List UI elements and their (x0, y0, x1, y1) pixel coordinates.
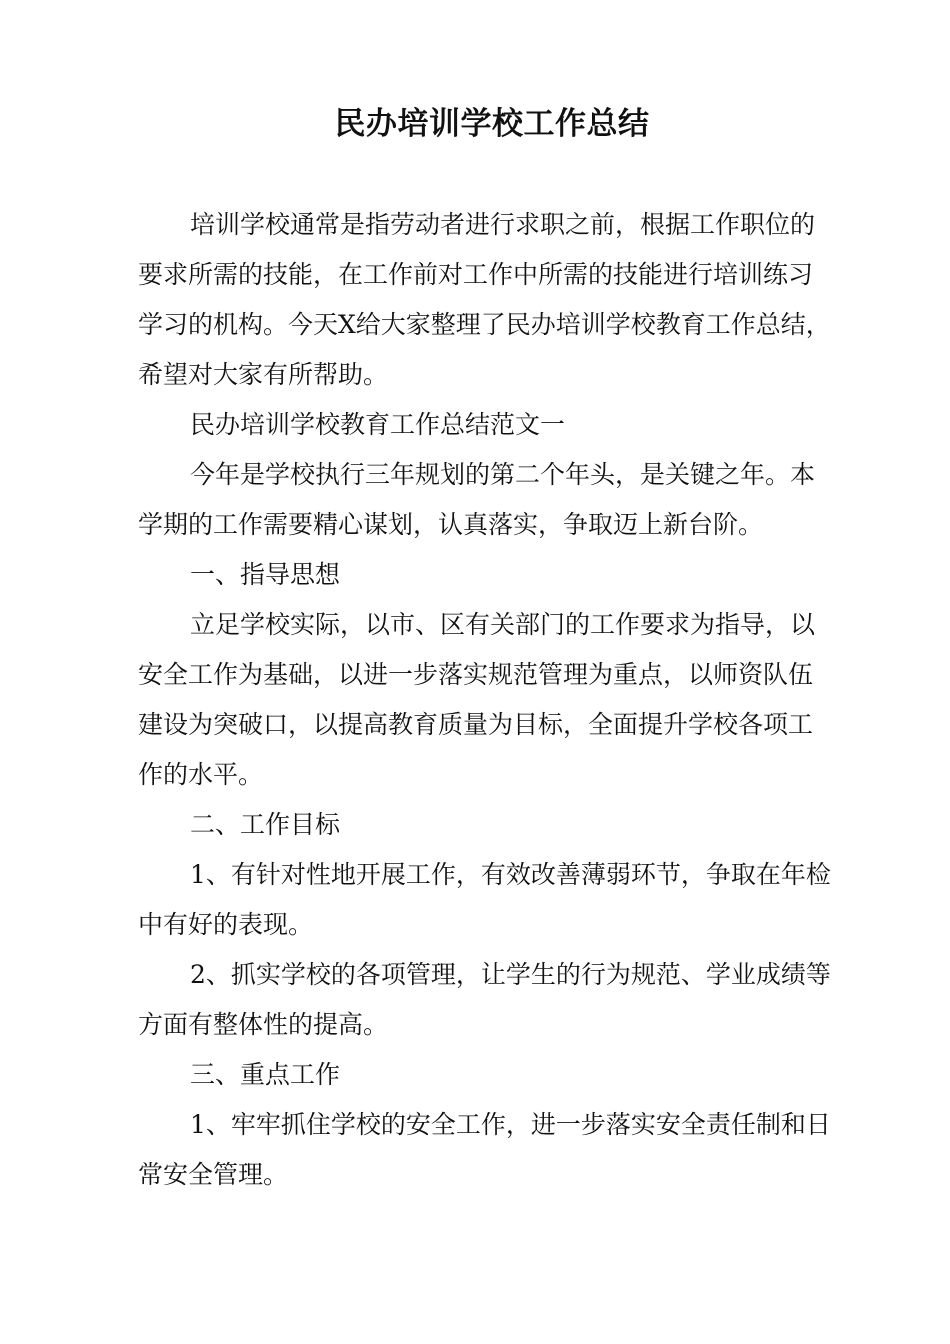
section-heading: 二、工作目标 (190, 810, 341, 839)
list-item-line: 1、有针对性地开展工作，有效改善薄弱环节，争取在年检 (190, 860, 831, 889)
paragraph-line: 要求所需的技能，在工作前对工作中所需的技能进行培训练习 (138, 260, 814, 289)
paragraph-line: 学习的机构。今天X给大家整理了民办培训学校教育工作总结， (138, 310, 831, 339)
paragraph-line: 学期的工作需要精心谋划，认真落实，争取迈上新台阶。 (138, 510, 764, 539)
list-item-line: 中有好的表现。 (138, 910, 314, 939)
paragraph-line: 安全工作为基础，以进一步落实规范管理为重点，以师资队伍 (138, 660, 814, 689)
document-title: 民办培训学校工作总结 (334, 106, 650, 142)
paragraph-line: 建设为突破口，以提高教育质量为目标，全面提升学校各项工 (138, 710, 814, 739)
paragraph-line: 今年是学校执行三年规划的第二个年头，是关键之年。本 (190, 460, 816, 489)
paragraph-line: 希望对大家有所帮助。 (138, 360, 389, 389)
paragraph-line: 立足学校实际，以市、区有关部门的工作要求为指导，以 (190, 610, 816, 639)
list-item-line: 1、牢牢抓住学校的安全工作，进一步落实安全责任制和日 (190, 1110, 831, 1139)
section-heading: 三、重点工作 (190, 1060, 341, 1089)
paragraph-line: 作的水平。 (138, 760, 264, 789)
list-item-line: 2、抓实学校的各项管理，让学生的行为规范、学业成绩等 (190, 960, 831, 989)
paragraph-line: 培训学校通常是指劳动者进行求职之前，根据工作职位的 (190, 210, 816, 239)
section-subtitle: 民办培训学校教育工作总结范文一 (190, 410, 566, 439)
list-item-line: 常安全管理。 (138, 1160, 289, 1189)
document-body (138, 200, 868, 1200)
list-item-line: 方面有整体性的提高。 (138, 1010, 389, 1039)
section-heading: 一、指导思想 (190, 560, 341, 589)
